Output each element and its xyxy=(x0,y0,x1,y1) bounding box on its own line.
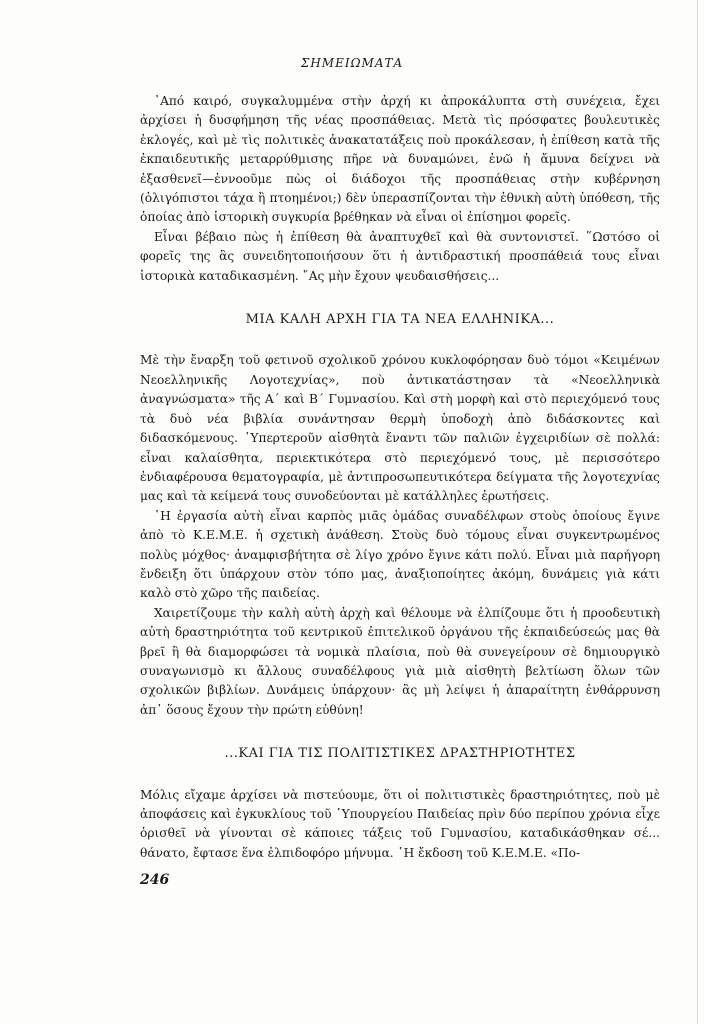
section1-paragraph-2: ῾Η ἐργασία αὐτὴ εἶναι καρπὸς μιᾶς ὁμάδας συναδέλφων στοὺς ὁποίους ἔγινε ἀπὸ τὸ Κ.Ε.Μ.Ε. ἡ σχετικὴ ἀνάθεση. Στοὺς δυὸ τόμους εἶναι συγκεντρωμένος πολὺς μόχθος· ἀναμφισβήτητα σὲ λίγο χρόνο ἔγινε κάτι πολύ. Εἶναι μιὰ παρήγορη ἔνδειξη ὅτι ὑπάρχουν στὸν τόπο μας, ἀναξιοποίητες ἀκόμη, δυνάμεις γιὰ κάτι καλὸ στὸ χῶρο τῆς παιδείας. xyxy=(140,508,660,601)
page-edge-line xyxy=(697,0,698,1024)
intro-paragraph-1: ᾿Από καιρό, συγκαλυμμένα στὴν ἀρχή κι ἀπροκάλυπτα στὴ συνέχεια, ἔχει ἀρχίσει ἡ δυσφήμηση τῆς νέας προσπάθειας. Μετὰ τὶς πρόσφατες βουλευτικὲς ἐκλογές, καὶ μὲ τὶς πολιτικὲς ἀνακατατάξεις ποὺ προκάλεσαν, ἡ ἐπίθεση κατὰ τῆς ἐκπαιδευτικῆς μεταρρύθμισης πῆρε νὰ δυναμώνει, ἐνῶ ἡ ἄμυνα δείχνει νὰ ἐξασθενεῖ—ἐννοοῦμε πὼς οἱ διάδοχοι τῆς προσπάθειας στὴν κυβέρνηση (ὀλιγόπιστοι τάχα ἢ πτοημένοι;) δὲν ὑπερασπίζονται τὴν ἐθνικὴ αὐτὴ ὑπόθεση, τῆς ὁποίας ἀπὸ ἱστορικὴ συγκυρία βρέθηκαν νὰ εἶναι οἱ ἐπίσημοι φορεῖς. xyxy=(140,94,660,225)
section1-paragraph-1: Μὲ τὴν ἔναρξη τοῦ φετινοῦ σχολικοῦ χρόνου κυκλοφόρησαν δυὸ τόμοι «Κειμένων Νεοελληνικῆς Λογοτεχνίας», ποὺ ἀντικατάστησαν τὰ «Νεοελληνικὰ ἀναγνώσματα» τῆς Α΄ καὶ Β΄ Γυμνασίου. Καὶ στὴ μορφὴ καὶ στὸ περιεχόμενό τους τὰ δυὸ νέα βιβλία συνάντησαν θερμὴ ὑποδοχὴ ἀπὸ διδάσκοντες καὶ διδασκόμενους. ῾Υπερτεροῦν αἰσθητὰ ἔναντι τῶν παλιῶν ἐγχειριδίων σὲ πολλά: εἶναι καλαίσθητα, περιεκτικότερα στὸ περιεχόμενό τους, μὲ περισσότερο ἐνδιαφέρουσα θεματογραφία, μὲ ἀντιπροσωπευτικότερα δείγματα τῆς λογοτεχνίας μας καὶ τὰ κείμενά τους συνοδεύονται μὲ κατάλληλες ἐρωτήσεις. xyxy=(140,353,660,504)
running-head: ΣΗΜΕΙΩΜΑΤΑ xyxy=(300,56,404,70)
intro-paragraph-2: Εἶναι βέβαιο πὼς ἡ ἐπίθεση θὰ ἀναπτυχθεῖ καὶ θὰ συντονιστεῖ. ῞Ωστόσο οἱ φορεῖς της ἂς συνειδητοποιήσουν ὅτι ἡ ἀντιδραστική προσπάθειά τους εἶναι ἱστορικὰ καταδικασμένη. ῎Ας μὴν ἔχουν ψευδαισθήσεις... xyxy=(140,229,660,283)
section-heading-new-greek: ΜΙΑ ΚΑΛΗ ΑΡΧΗ ΓΙΑ ΤΑ ΝΕΑ ΕΛΛΗΝΙΚΑ... xyxy=(245,312,555,328)
section-heading-cultural-activities: ...ΚΑΙ ΓΙΑ ΤΙΣ ΠΟΛΙΤΙΣΤΙΚΕΣ ΔΡΑΣΤΗΡΙΟΤΗΤΕΣ xyxy=(224,746,576,762)
article-body xyxy=(140,92,660,863)
page-number: 246 xyxy=(140,872,170,888)
section1-paragraph-3: Χαιρετίζουμε τὴν καλὴ αὐτὴ ἀρχὴ καὶ θέλουμε νὰ ἐλπίζουμε ὅτι ἡ προοδευτικὴ αὐτὴ δραστηριότητα τοῦ κεντρικοῦ ἐπιτελικοῦ ὀργάνου τῆς ἐκπαιδεύσεώς μας θὰ βρεῖ ἢ θὰ διαμορφώσει τὰ νομικὰ πλαίσια, ποὺ θὰ συνεγείρουν σὲ δημιουργικὸ συναγωνισμὸ κι ἄλλους συναδέλφους γιὰ μιὰ αἰσθητὴ βελτίωση ὅλων τῶν σχολικῶν βιβλίων. Δυνάμεις ὑπάρχουν· ἂς μὴ λείψει ἡ ἀπαραίτητη ἐνθάρρυνση ἀπ᾿ ὅσους ἔχουν τὴν πρώτη εὐθύνη! xyxy=(140,605,660,717)
section2-paragraph-1: Μόλις εἴχαμε ἀρχίσει νὰ πιστεύουμε, ὅτι οἱ πολιτιστικὲς δραστηριότητες, ποὺ μὲ ἀποφάσεις καὶ ἐγκυκλίους τοῦ ῾Υπουργείου Παιδείας πρὶν δύο περίπου χρόνια εἶχε ὁρισθεῖ νὰ γίνονται σὲ κάποιες τάξεις τοῦ Γυμνασίου, καταδικάσθηκαν σέ... θάνατο, ἔφτασε ἕνα ἐλπιδοφόρο μήνυμα. ῾Η ἔκδοση τοῦ Κ.Ε.Μ.Ε. «Πο- xyxy=(140,787,660,860)
